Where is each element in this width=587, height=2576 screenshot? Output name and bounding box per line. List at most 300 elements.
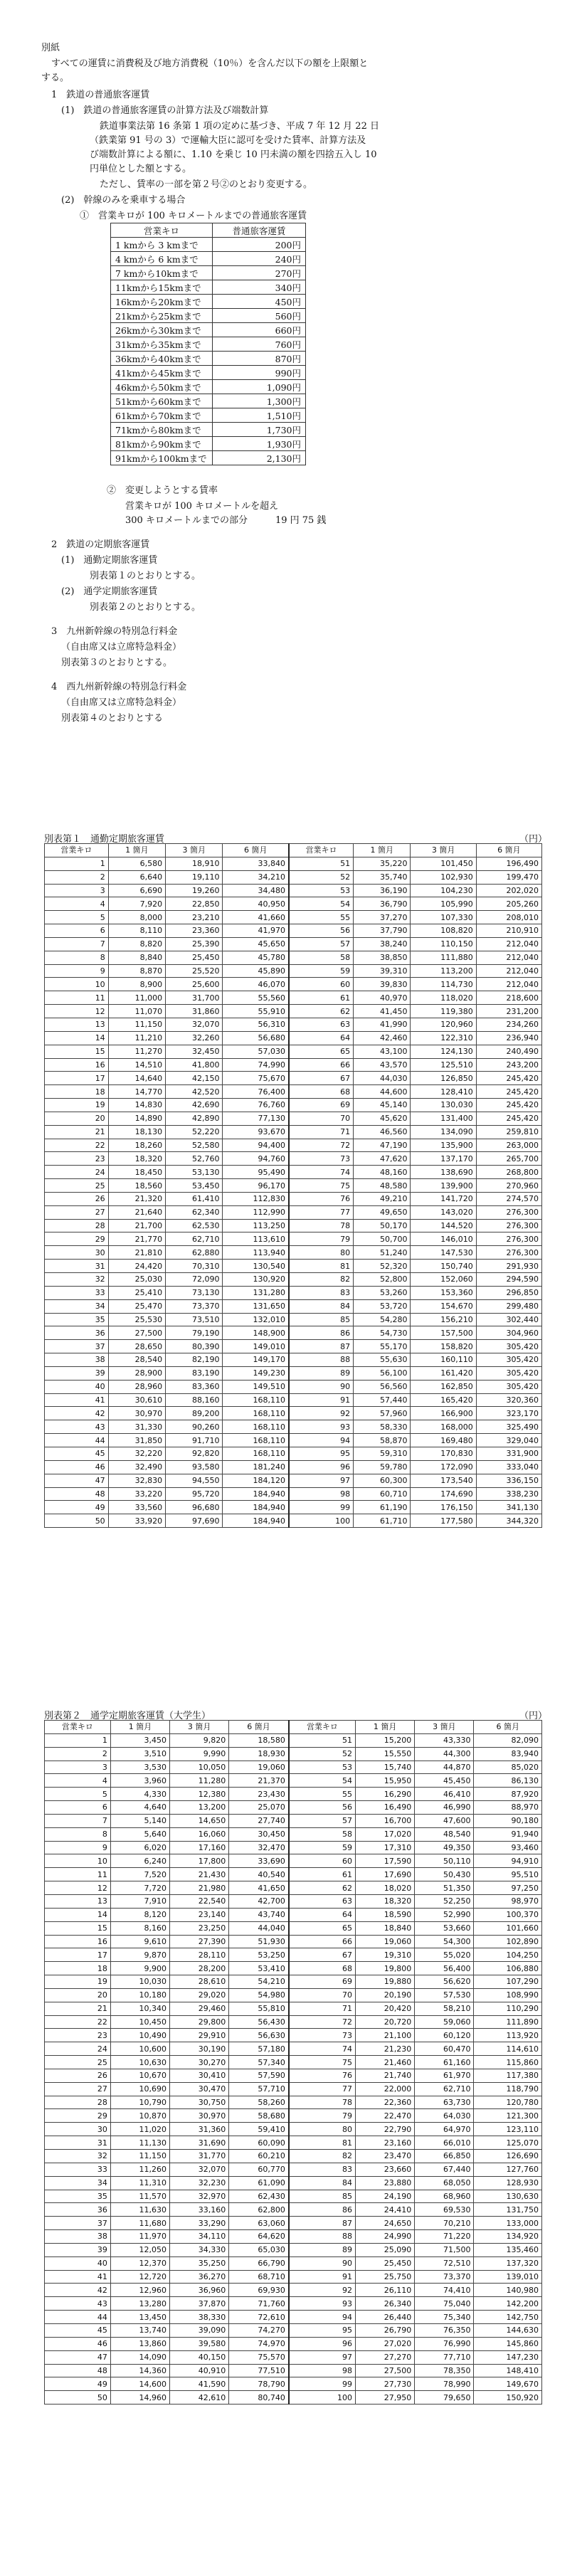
distance-cell: 1 xyxy=(45,857,109,870)
table-row xyxy=(45,1868,542,1881)
fare-cell: 13,740 xyxy=(110,2323,169,2337)
fare-cell: 218,600 xyxy=(476,991,541,1005)
fare-value-cell: 870円 xyxy=(213,352,306,366)
fare-cell: 152,060 xyxy=(411,1273,476,1287)
distance-cell: 52 xyxy=(289,870,354,884)
fare-row xyxy=(111,280,306,295)
fare-cell: 7,910 xyxy=(110,1894,169,1908)
fare-cell: 21,370 xyxy=(229,1774,289,1788)
fare-cell: 112,990 xyxy=(223,1205,289,1219)
fare-cell: 24,990 xyxy=(356,2230,415,2244)
fare-value-cell: 200円 xyxy=(213,238,306,252)
fare-cell: 16,060 xyxy=(170,1827,229,1841)
fare-cell: 41,590 xyxy=(170,2377,229,2391)
fare-cell: 135,900 xyxy=(411,1139,476,1152)
fare-cell: 77,710 xyxy=(415,2350,474,2364)
distance-cell: 39 xyxy=(45,2243,111,2256)
fare-cell: 115,860 xyxy=(474,2056,542,2069)
table-row xyxy=(45,1205,542,1219)
fare-cell: 62,430 xyxy=(229,2190,289,2203)
fare-cell: 52,250 xyxy=(415,1894,474,1908)
distance-cell: 3 xyxy=(45,1761,111,1774)
distance-cell: 13 xyxy=(45,1018,109,1031)
fare-cell: 60,300 xyxy=(354,1474,411,1487)
distance-cell: 34 xyxy=(45,1299,109,1313)
fare-cell: 38,330 xyxy=(170,2311,229,2324)
fare-cell: 27,500 xyxy=(108,1326,165,1340)
table-row xyxy=(45,937,542,951)
distance-cell: 15 xyxy=(45,1045,109,1058)
fare-cell: 19,880 xyxy=(356,1975,415,1989)
fare-cell: 7,520 xyxy=(110,1868,169,1881)
fare-cell: 48,580 xyxy=(354,1179,411,1193)
fare-cell: 107,330 xyxy=(411,911,476,924)
distance-range-cell: 1 kmから 3 kmまで xyxy=(111,238,213,252)
fare-cell: 135,460 xyxy=(474,2243,542,2256)
fare-cell: 184,940 xyxy=(223,1501,289,1514)
fare-cell: 58,330 xyxy=(354,1420,411,1434)
fare-cell: 245,420 xyxy=(476,1099,541,1112)
fare-cell: 19,310 xyxy=(356,1948,415,1962)
fare-cell: 245,420 xyxy=(476,1112,541,1125)
fare-value-cell: 1,090円 xyxy=(213,380,306,394)
fare-cell: 131,750 xyxy=(474,2203,542,2217)
fare-cell: 68,710 xyxy=(229,2270,289,2284)
fare-cell: 37,790 xyxy=(354,924,411,938)
fare-cell: 40,150 xyxy=(170,2350,229,2364)
fare-cell: 212,040 xyxy=(476,964,541,978)
distance-cell: 93 xyxy=(289,2297,356,2311)
fare-cell: 41,970 xyxy=(223,924,289,938)
fare-cell: 52,760 xyxy=(166,1152,223,1166)
fare-cell: 18,590 xyxy=(356,1908,415,1921)
fare-cell: 31,770 xyxy=(170,2150,229,2163)
fare-value-cell: 1,730円 xyxy=(213,423,306,437)
fare-cell: 104,230 xyxy=(411,884,476,897)
distance-cell: 62 xyxy=(289,1881,356,1895)
table-row xyxy=(45,2096,542,2109)
fare-cell: 212,040 xyxy=(476,937,541,951)
distance-cell: 58 xyxy=(289,951,354,964)
fare-cell: 89,200 xyxy=(166,1407,223,1420)
fare-cell: 76,400 xyxy=(223,1085,289,1099)
fare-cell: 30,410 xyxy=(170,2069,229,2082)
fare-cell: 33,560 xyxy=(108,1501,165,1514)
table-row xyxy=(45,1246,542,1260)
fare-cell: 22,540 xyxy=(170,1894,229,1908)
fare-cell: 41,800 xyxy=(166,1058,223,1072)
header-cell: 3 箇月 xyxy=(415,1721,474,1734)
fare-cell: 49,350 xyxy=(415,1841,474,1854)
fare-cell: 28,200 xyxy=(170,1962,229,1975)
fare-cell: 48,540 xyxy=(415,1827,474,1841)
fare-cell: 29,020 xyxy=(170,1988,229,2002)
fare-cell: 142,750 xyxy=(474,2311,542,2324)
fare-cell: 44,030 xyxy=(354,1072,411,1085)
fare-cell: 10,790 xyxy=(110,2096,169,2109)
fare-cell: 73,370 xyxy=(166,1299,223,1313)
table-row xyxy=(45,1487,542,1501)
fare-cell: 36,960 xyxy=(170,2284,229,2297)
fare-cell: 56,100 xyxy=(354,1366,411,1380)
distance-cell: 41 xyxy=(45,2270,111,2284)
distance-cell: 1 xyxy=(45,1733,111,1747)
distance-cell: 6 xyxy=(45,1801,111,1815)
fare-cell: 80,740 xyxy=(229,2391,289,2405)
fare-cell: 28,610 xyxy=(170,1975,229,1989)
fare-cell: 10,630 xyxy=(110,2056,169,2069)
fare-cell: 296,850 xyxy=(476,1286,541,1299)
section-1-1-text-1: 鉄道事業法第 16 条第 1 項の定めに基づき、平成 7 年 12 月 22 日 xyxy=(100,121,379,132)
distance-cell: 13 xyxy=(45,1894,111,1908)
fare-cell: 8,110 xyxy=(108,924,165,938)
fare-cell: 80,390 xyxy=(166,1340,223,1353)
fare-cell: 144,630 xyxy=(474,2323,542,2337)
fare-cell: 57,030 xyxy=(223,1045,289,1058)
distance-cell: 90 xyxy=(289,2256,356,2270)
table-row xyxy=(45,1460,542,1474)
fare-cell: 234,260 xyxy=(476,1018,541,1031)
fare-cell: 50,430 xyxy=(415,1868,474,1881)
fare-cell: 114,730 xyxy=(411,978,476,991)
distance-range-cell: 51kmから60kmまで xyxy=(111,394,213,408)
fare-cell: 56,430 xyxy=(229,2015,289,2029)
table-row xyxy=(45,1260,542,1273)
distance-cell: 10 xyxy=(45,978,109,991)
fare-cell: 28,900 xyxy=(108,1366,165,1380)
fare-row xyxy=(111,408,306,423)
fare-cell: 14,770 xyxy=(108,1085,165,1099)
distance-cell: 51 xyxy=(289,857,354,870)
fare-cell: 46,070 xyxy=(223,978,289,991)
fare-cell: 125,510 xyxy=(411,1058,476,1072)
fare-cell: 39,310 xyxy=(354,964,411,978)
table-row xyxy=(45,1501,542,1514)
table-row xyxy=(45,1018,542,1031)
fare-cell: 8,000 xyxy=(108,911,165,924)
distance-cell: 15 xyxy=(45,1921,111,1935)
fare-cell: 47,620 xyxy=(354,1152,411,1166)
table-row xyxy=(45,1192,542,1205)
table-row xyxy=(45,951,542,964)
fare-cell: 56,310 xyxy=(223,1018,289,1031)
distance-cell: 79 xyxy=(289,1232,354,1246)
fare-cell: 156,210 xyxy=(411,1313,476,1326)
fare-cell: 30,970 xyxy=(108,1407,165,1420)
table-row xyxy=(45,2364,542,2377)
fare-cell: 74,990 xyxy=(223,1058,289,1072)
distance-cell: 85 xyxy=(289,1313,354,1326)
distance-cell: 4 xyxy=(45,1774,111,1788)
fare-cell: 55,170 xyxy=(354,1340,411,1353)
fare-cell: 101,660 xyxy=(474,1921,542,1935)
fare-cell: 123,110 xyxy=(474,2123,542,2136)
fare-cell: 3,510 xyxy=(110,1747,169,1761)
distance-cell: 23 xyxy=(45,1152,109,1166)
fare-cell: 38,850 xyxy=(354,951,411,964)
fare-cell: 323,170 xyxy=(476,1407,541,1420)
fare-cell: 21,100 xyxy=(356,2029,415,2042)
fare-cell: 14,830 xyxy=(108,1099,165,1112)
fare-cell: 268,800 xyxy=(476,1166,541,1179)
fare-cell: 184,940 xyxy=(223,1514,289,1528)
fare-cell: 11,150 xyxy=(110,2150,169,2163)
fare-cell: 11,280 xyxy=(170,1774,229,1788)
section-1-2-2-text-2: 300 キロメートルまでの部分 19 円 75 銭 xyxy=(125,515,327,526)
fare-cell: 88,160 xyxy=(166,1393,223,1407)
fare-cell: 276,300 xyxy=(476,1246,541,1260)
fare-cell: 68,050 xyxy=(415,2176,474,2190)
fare-cell: 75,340 xyxy=(415,2311,474,2324)
distance-cell: 47 xyxy=(45,2350,111,2364)
fare-cell: 57,440 xyxy=(354,1393,411,1407)
fare-cell: 6,240 xyxy=(110,1854,169,1868)
fare-cell: 12,960 xyxy=(110,2284,169,2297)
fare-cell: 53,720 xyxy=(354,1299,411,1313)
fare-cell: 53,250 xyxy=(229,1948,289,1962)
fare-cell: 53,660 xyxy=(415,1921,474,1935)
fare-cell: 62,530 xyxy=(166,1219,223,1232)
fare-cell: 57,180 xyxy=(229,2042,289,2056)
distance-cell: 11 xyxy=(45,991,109,1005)
fare-cell: 40,540 xyxy=(229,1868,289,1881)
fare-cell: 15,200 xyxy=(356,1733,415,1747)
table1-container xyxy=(44,843,542,1528)
fare-cell: 31,360 xyxy=(170,2123,229,2136)
fare-cell: 18,930 xyxy=(229,1747,289,1761)
fare-cell: 45,890 xyxy=(223,964,289,978)
fare-cell: 59,060 xyxy=(415,2015,474,2029)
distance-range-cell: 31kmから35kmまで xyxy=(111,337,213,352)
fare-cell: 39,580 xyxy=(170,2337,229,2350)
fare-cell: 35,250 xyxy=(170,2256,229,2270)
fare-cell: 95,490 xyxy=(223,1166,289,1179)
table-row xyxy=(45,2002,542,2015)
fare-cell: 8,840 xyxy=(108,951,165,964)
distance-cell: 32 xyxy=(45,2150,111,2163)
fare-cell: 20,420 xyxy=(356,2002,415,2015)
fare-cell: 294,590 xyxy=(476,1273,541,1287)
fare-cell: 43,740 xyxy=(229,1908,289,1921)
distance-cell: 80 xyxy=(289,1246,354,1260)
distance-cell: 8 xyxy=(45,1827,111,1841)
fare-cell: 10,870 xyxy=(110,2109,169,2123)
distance-cell: 92 xyxy=(289,2284,356,2297)
distance-cell: 76 xyxy=(289,1192,354,1205)
fare-cell: 11,630 xyxy=(110,2203,169,2217)
fare-cell: 17,690 xyxy=(356,1868,415,1881)
fare-cell: 276,300 xyxy=(476,1219,541,1232)
fare-cell: 62,710 xyxy=(415,2082,474,2096)
fare-cell: 26,790 xyxy=(356,2323,415,2337)
fare-cell: 44,300 xyxy=(415,1747,474,1761)
fare-cell: 5,140 xyxy=(110,1814,169,1827)
fare-cell: 3,450 xyxy=(110,1733,169,1747)
fare-cell: 146,010 xyxy=(411,1232,476,1246)
fare-cell: 208,010 xyxy=(476,911,541,924)
distance-cell: 74 xyxy=(289,2042,356,2056)
distance-cell: 42 xyxy=(45,1407,109,1420)
distance-cell: 81 xyxy=(289,2136,356,2150)
fare-cell: 33,840 xyxy=(223,857,289,870)
fare-cell: 42,460 xyxy=(354,1031,411,1045)
fare-cell: 101,450 xyxy=(411,857,476,870)
fare-cell: 44,040 xyxy=(229,1921,289,1935)
distance-cell: 62 xyxy=(289,1005,354,1018)
distance-cell: 68 xyxy=(289,1962,356,1975)
fare-cell: 8,820 xyxy=(108,937,165,951)
fare-cell: 4,330 xyxy=(110,1788,169,1801)
fare-cell: 142,200 xyxy=(474,2297,542,2311)
distance-cell: 8 xyxy=(45,951,109,964)
section-3-text: 別表第３のとおりとする。 xyxy=(61,658,173,668)
fare-cell: 42,690 xyxy=(166,1099,223,1112)
fare-cell: 111,880 xyxy=(411,951,476,964)
fare-cell: 83,190 xyxy=(166,1366,223,1380)
distance-cell: 22 xyxy=(45,1139,109,1152)
fare-cell: 33,160 xyxy=(170,2203,229,2217)
header-cell: 営業キロ xyxy=(289,844,354,857)
fare-cell: 60,120 xyxy=(415,2029,474,2042)
fare-cell: 36,190 xyxy=(354,884,411,897)
fare-cell: 52,800 xyxy=(354,1273,411,1287)
header-cell: 6 箇月 xyxy=(474,1721,542,1734)
distance-cell: 37 xyxy=(45,2217,111,2230)
distance-cell: 2 xyxy=(45,1747,111,1761)
distance-cell: 27 xyxy=(45,2082,111,2096)
fare-cell: 118,790 xyxy=(474,2082,542,2096)
fare-cell: 106,880 xyxy=(474,1962,542,1975)
header-cell: 1 箇月 xyxy=(356,1721,415,1734)
fare-cell: 83,940 xyxy=(474,1747,542,1761)
distance-cell: 36 xyxy=(45,2203,111,2217)
distance-cell: 67 xyxy=(289,1072,354,1085)
fare-cell: 102,930 xyxy=(411,870,476,884)
fare-cell: 3,960 xyxy=(110,1774,169,1788)
fare-cell: 122,310 xyxy=(411,1031,476,1045)
table2-title: 別表第２ 通学定期旅客運賃（大学生） xyxy=(44,1711,211,1721)
fare-cell: 71,220 xyxy=(415,2230,474,2244)
fare-cell: 62,800 xyxy=(229,2203,289,2217)
fare-cell: 108,990 xyxy=(474,1988,542,2002)
fare-cell: 26,340 xyxy=(356,2297,415,2311)
fare-cell: 56,630 xyxy=(229,2029,289,2042)
fare-value-cell: 240円 xyxy=(213,252,306,266)
fare-cell: 83,360 xyxy=(166,1380,223,1393)
fare-cell: 9,990 xyxy=(170,1747,229,1761)
table-row xyxy=(45,2217,542,2230)
fare-cell: 46,410 xyxy=(415,1788,474,1801)
fare-cell: 56,400 xyxy=(415,1962,474,1975)
distance-cell: 72 xyxy=(289,2015,356,2029)
fare-cell: 52,320 xyxy=(354,1260,411,1273)
fare-cell: 54,300 xyxy=(415,1935,474,1948)
distance-range-cell: 26kmから30kmまで xyxy=(111,323,213,337)
fare-cell: 24,410 xyxy=(356,2203,415,2217)
distance-cell: 91 xyxy=(289,2270,356,2284)
distance-range-cell: 91kmから100kmまで xyxy=(111,451,213,465)
fare-cell: 121,300 xyxy=(474,2109,542,2123)
table-row xyxy=(45,2029,542,2042)
fare-cell: 125,070 xyxy=(474,2136,542,2150)
distance-cell: 45 xyxy=(45,1447,109,1460)
distance-cell: 95 xyxy=(289,2323,356,2337)
distance-cell: 95 xyxy=(289,1447,354,1460)
distance-cell: 6 xyxy=(45,924,109,938)
distance-range-cell: 7 kmから10kmまで xyxy=(111,266,213,280)
fare-cell: 23,880 xyxy=(356,2176,415,2190)
fare-cell: 212,040 xyxy=(476,978,541,991)
fare-cell: 74,270 xyxy=(229,2323,289,2337)
fare-cell: 93,670 xyxy=(223,1125,289,1139)
fare-cell: 21,810 xyxy=(108,1246,165,1260)
fare-cell: 18,320 xyxy=(356,1894,415,1908)
distance-cell: 40 xyxy=(45,1380,109,1393)
section-1-heading: 1 鉄道の普通旅客運賃 xyxy=(51,90,150,100)
table-row xyxy=(45,857,542,870)
table-row xyxy=(45,964,542,978)
fare-cell: 9,610 xyxy=(110,1935,169,1948)
distance-cell: 43 xyxy=(45,1420,109,1434)
fare-cell: 29,460 xyxy=(170,2002,229,2015)
fare-cell: 6,690 xyxy=(108,884,165,897)
fare-cell: 60,710 xyxy=(354,1487,411,1501)
fare-cell: 114,610 xyxy=(474,2042,542,2056)
fare-cell: 27,020 xyxy=(356,2337,415,2350)
distance-cell: 44 xyxy=(45,1434,109,1447)
fare-cell: 93,460 xyxy=(474,1841,542,1854)
fare-cell: 168,110 xyxy=(223,1393,289,1407)
fare-cell: 43,570 xyxy=(354,1058,411,1072)
section-2-2-heading: (2) 通学定期旅客運賃 xyxy=(61,586,158,597)
distance-cell: 11 xyxy=(45,1868,111,1881)
fare-cell: 270,960 xyxy=(476,1179,541,1193)
distance-cell: 96 xyxy=(289,2337,356,2350)
distance-cell: 17 xyxy=(45,1948,111,1962)
table-row xyxy=(45,2042,542,2056)
fare-cell: 66,010 xyxy=(415,2136,474,2150)
fare-cell: 202,020 xyxy=(476,884,541,897)
fare-cell: 299,480 xyxy=(476,1299,541,1313)
fare-cell: 25,090 xyxy=(356,2243,415,2256)
fare-cell: 113,920 xyxy=(474,2029,542,2042)
distance-cell: 88 xyxy=(289,2230,356,2244)
header-cell: 営業キロ xyxy=(45,1721,111,1734)
fare-cell: 56,680 xyxy=(223,1031,289,1045)
distance-cell: 7 xyxy=(45,1814,111,1827)
fare-cell: 46,560 xyxy=(354,1125,411,1139)
table-row xyxy=(45,2270,542,2284)
distance-cell: 55 xyxy=(289,1788,356,1801)
table-row xyxy=(45,1774,542,1788)
fare-cell: 64,030 xyxy=(415,2109,474,2123)
fare-cell: 54,980 xyxy=(229,1988,289,2002)
fare-cell: 24,420 xyxy=(108,1260,165,1273)
distance-cell: 76 xyxy=(289,2069,356,2082)
distance-cell: 50 xyxy=(45,1514,109,1528)
fare-cell: 14,360 xyxy=(110,2364,169,2377)
fare-cell: 130,920 xyxy=(223,1273,289,1287)
section-1-1-heading: (1) 鉄道の普通旅客運賃の計算方法及び端数計算 xyxy=(61,105,269,116)
fare-cell: 78,790 xyxy=(229,2377,289,2391)
fare-value-cell: 270円 xyxy=(213,266,306,280)
fare-cell: 58,870 xyxy=(354,1434,411,1447)
fare-cell: 132,010 xyxy=(223,1313,289,1326)
fare-cell: 53,130 xyxy=(166,1166,223,1179)
distance-cell: 39 xyxy=(45,1366,109,1380)
fare-cell: 11,570 xyxy=(110,2190,169,2203)
distance-cell: 63 xyxy=(289,1018,354,1031)
